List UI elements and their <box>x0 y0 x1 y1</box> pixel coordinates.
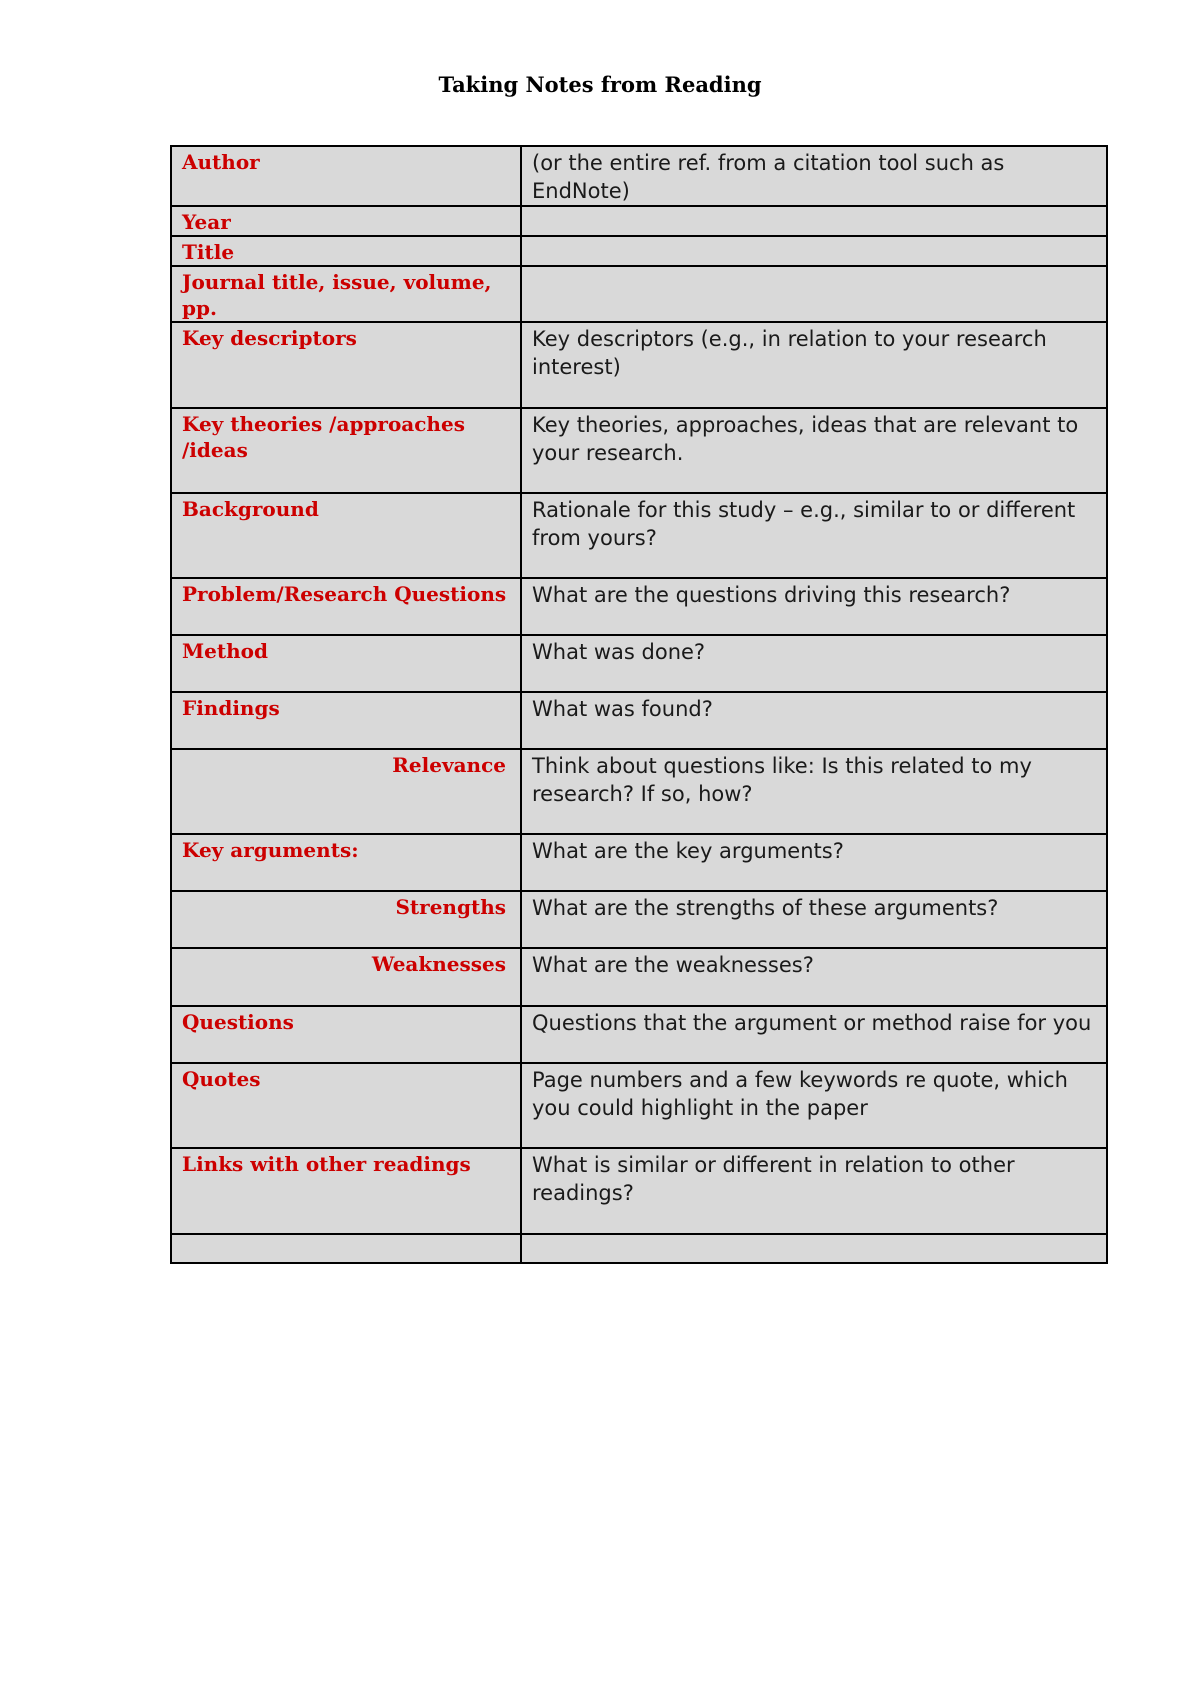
table-row-key-descriptors <box>171 322 1107 408</box>
table-row-links <box>171 1148 1107 1234</box>
table-row-weaknesses <box>171 948 1107 1006</box>
table-row-background <box>171 493 1107 578</box>
row-field-questions[interactable]: Questions that the argument or method raise for you <box>521 1006 1107 1063</box>
row-label-links: Links with other readings <box>171 1148 521 1234</box>
table-row-questions <box>171 1006 1107 1063</box>
row-label-strengths: Strengths <box>171 891 521 948</box>
row-field-relevance[interactable]: Think about questions like: Is this related to my research? If so, how? <box>521 749 1107 834</box>
row-label-year: Year <box>171 206 521 236</box>
row-field-method[interactable]: What was done? <box>521 635 1107 692</box>
table-row-quotes <box>171 1063 1107 1148</box>
row-label-research-questions: Problem/Research Questions <box>171 578 521 635</box>
row-field-journal[interactable] <box>521 266 1107 322</box>
row-label-key-theories: Key theories /approaches /ideas <box>171 408 521 493</box>
row-field-author[interactable]: (or the entire ref. from a citation tool such as EndNote) <box>521 146 1107 206</box>
table-row-author <box>171 146 1107 206</box>
row-label-key-descriptors: Key descriptors <box>171 322 521 408</box>
notes-table <box>170 145 1108 1264</box>
row-label-relevance: Relevance <box>171 749 521 834</box>
table-row-findings <box>171 692 1107 749</box>
table-row-key-arguments <box>171 834 1107 891</box>
table-row-title <box>171 236 1107 266</box>
row-field-key-descriptors[interactable]: Key descriptors (e.g., in relation to your research interest) <box>521 322 1107 408</box>
row-field-background[interactable]: Rationale for this study – e.g., similar to or different from yours? <box>521 493 1107 578</box>
row-label-quotes: Quotes <box>171 1063 521 1148</box>
row-field-links[interactable]: What is similar or different in relation to other readings? <box>521 1148 1107 1234</box>
row-label-questions: Questions <box>171 1006 521 1063</box>
row-field-findings[interactable]: What was found? <box>521 692 1107 749</box>
row-label-background: Background <box>171 493 521 578</box>
table-row-relevance <box>171 749 1107 834</box>
row-label-empty[interactable] <box>171 1234 521 1263</box>
row-label-findings: Findings <box>171 692 521 749</box>
table-row-method <box>171 635 1107 692</box>
table-row-key-theories <box>171 408 1107 493</box>
row-field-research-questions[interactable]: What are the questions driving this research? <box>521 578 1107 635</box>
row-field-empty[interactable] <box>521 1234 1107 1263</box>
row-label-method: Method <box>171 635 521 692</box>
row-field-year[interactable] <box>521 206 1107 236</box>
row-field-quotes[interactable]: Page numbers and a few keywords re quote, which you could highlight in the paper <box>521 1063 1107 1148</box>
row-label-journal: Journal title, issue, volume, pp. <box>171 266 521 322</box>
row-field-weaknesses[interactable]: What are the weaknesses? <box>521 948 1107 1006</box>
row-label-weaknesses: Weaknesses <box>171 948 521 1006</box>
row-field-key-theories[interactable]: Key theories, approaches, ideas that are relevant to your research. <box>521 408 1107 493</box>
table-row-year <box>171 206 1107 236</box>
row-label-key-arguments: Key arguments: <box>171 834 521 891</box>
row-field-title[interactable] <box>521 236 1107 266</box>
row-field-strengths[interactable]: What are the strengths of these arguments? <box>521 891 1107 948</box>
table-row-empty <box>171 1234 1107 1263</box>
table-row-strengths <box>171 891 1107 948</box>
page-title: Taking Notes from Reading <box>438 72 762 97</box>
row-label-title: Title <box>171 236 521 266</box>
table-row-journal <box>171 266 1107 322</box>
row-label-author: Author <box>171 146 521 206</box>
row-field-key-arguments[interactable]: What are the key arguments? <box>521 834 1107 891</box>
table-row-research-questions <box>171 578 1107 635</box>
